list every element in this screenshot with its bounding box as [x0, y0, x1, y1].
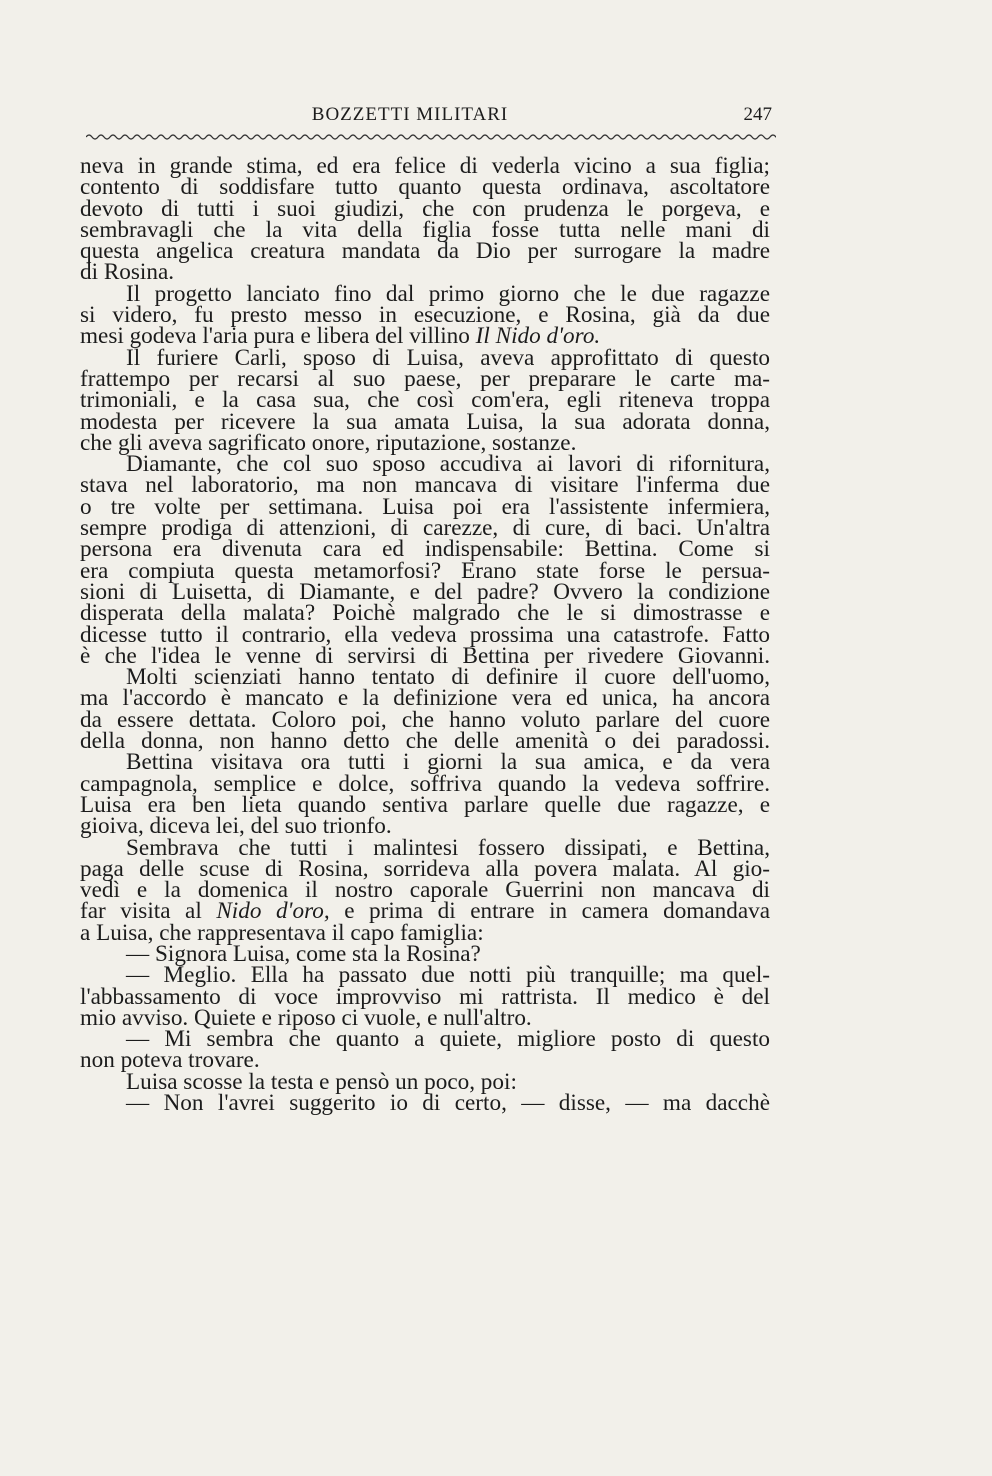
line-text: trimoniali, e la casa sua, che così com'era, egli riteneva troppa: [80, 387, 770, 414]
body-text: [80, 153, 771, 1117]
line-text: e prima di entrare in camera domandava: [329, 898, 771, 925]
italic-title: Il Nido d'oro.: [475, 323, 601, 350]
line-text: sempre prodiga di attenzioni, di carezze, di cure, di baci. Un'altra: [80, 515, 770, 542]
line-text: Molti scienziati hanno tentato di definire il cuore dell'uomo,: [126, 664, 770, 691]
line-text: Diamante, che col suo sposo accudiva ai lavori di rifornitura,: [126, 451, 770, 478]
line-text: disperata della malata? Poichè malgrado che le si dimostrasse e: [80, 600, 770, 627]
line-text: devoto di tutti i suoi giudizi, che con prudenza le porgeva, e: [80, 195, 770, 222]
line-text: l'abbassamento di voce improvviso mi rattrista. Il medico è del: [80, 983, 770, 1010]
text-line: [80, 1090, 770, 1117]
line-text: ma l'accordo è mancato e la definizione vera ed unica, ha ancora: [80, 685, 770, 712]
italic-title: Nido d'oro,: [216, 898, 330, 925]
wavy-rule: [86, 132, 776, 142]
line-text: far visita al: [80, 898, 217, 925]
line-text: — Signora Luisa, come sta la Rosina?: [126, 940, 481, 967]
line-text: di Rosina.: [80, 259, 175, 286]
line-text: paga delle scuse di Rosina, sorrideva alla povera malata. Al gio-: [80, 855, 770, 882]
line-text: — Mi sembra che quanto a quiete, migliore posto di questo: [126, 1026, 770, 1053]
line-text: dicesse tutto il contrario, ella vedeva prossima una catastrofe. Fatto: [80, 621, 770, 648]
running-head: BOZZETTI MILITARI: [311, 104, 509, 125]
line-text: stava nel laboratorio, ma non mancava di visitare l'inferma due: [80, 472, 770, 499]
line-text: era compiuta questa metamorfosi? Erano state forse le persua-: [80, 557, 770, 584]
line-text: neva in grande stima, ed era felice di vederla vicino a sua figlia;: [80, 153, 770, 179]
line-text: vedì e la domenica il nostro caporale Guerrini non mancava di: [80, 877, 770, 904]
line-text: non poteva trovare.: [80, 1047, 260, 1074]
line-text: persona era divenuta cara ed indispensabile: Bettina. Come si: [80, 536, 770, 563]
line-text: è che l'idea le venne di servirsi di Bettina per rivedere Giovanni.: [80, 642, 770, 669]
line-text: da essere dettata. Coloro poi, che hanno voluto parlare del cuore: [80, 706, 770, 733]
line-text: Il furiere Carli, sposo di Luisa, aveva approfittato di questo: [126, 344, 770, 371]
line-text: Il progetto lanciato fino dal primo giorno che le due ragazze: [126, 280, 770, 307]
line-text: mesi godeva l'aria pura e libera del villino: [80, 323, 476, 350]
line-text: modesta per ricevere la sua amata Luisa, la sua adorata donna,: [80, 408, 770, 435]
line-text: contento di soddisfare tutto quanto questa ordinava, ascoltatore: [80, 174, 770, 201]
line-text: o tre volte per settimana. Luisa poi era l'assistente infermiera,: [80, 493, 770, 520]
line-text: — Meglio. Ella ha passato due notti più tranquille; ma quel-: [126, 962, 770, 989]
line-text: della donna, non hanno detto che delle amenità o dei paradossi.: [80, 728, 770, 755]
line-text: Luisa era ben lieta quando sentiva parlare quelle due ragazze, e: [80, 791, 770, 818]
line-text: frattempo per recarsi al suo paese, per preparare le carte ma-: [80, 365, 770, 392]
line-text: campagnola, semplice e dolce, soffriva quando la vedeva soffrire.: [80, 770, 770, 797]
text-line: [80, 238, 770, 265]
line-text: sioni di Luisetta, di Diamante, e del padre? Ovvero la condizione: [80, 578, 770, 605]
line-text: che gli aveva sagrificato onore, riputazione, sostanze.: [80, 429, 577, 456]
line-text: sembravagli che la vita della figlia fosse tutta nelle mani di: [80, 216, 770, 243]
line-text: si videro, fu presto messo in esecuzione, e Rosina, già da due: [80, 302, 770, 329]
line-text: questa angelica creatura mandata da Dio per surrogare la madre: [80, 238, 770, 265]
line-text: Bettina visitava ora tutti i giorni la sua amica, e da vera: [126, 749, 770, 776]
line-text: a Luisa, che rappresentava il capo famiglia:: [80, 919, 484, 946]
page-header: [80, 104, 780, 130]
line-text: Sembrava che tutti i malintesi fossero dissipati, e Bettina,: [126, 834, 770, 861]
line-text: Luisa scosse la testa e pensò un poco, poi:: [126, 1068, 517, 1095]
page-number: 247: [743, 104, 772, 125]
line-text: gioiva, diceva lei, del suo trionfo.: [80, 813, 392, 840]
line-text: mio avviso. Quiete e riposo ci vuole, e null'altro.: [80, 1004, 532, 1031]
line-text: — Non l'avrei suggerito io di certo, — disse, — ma dacchè: [126, 1090, 770, 1117]
